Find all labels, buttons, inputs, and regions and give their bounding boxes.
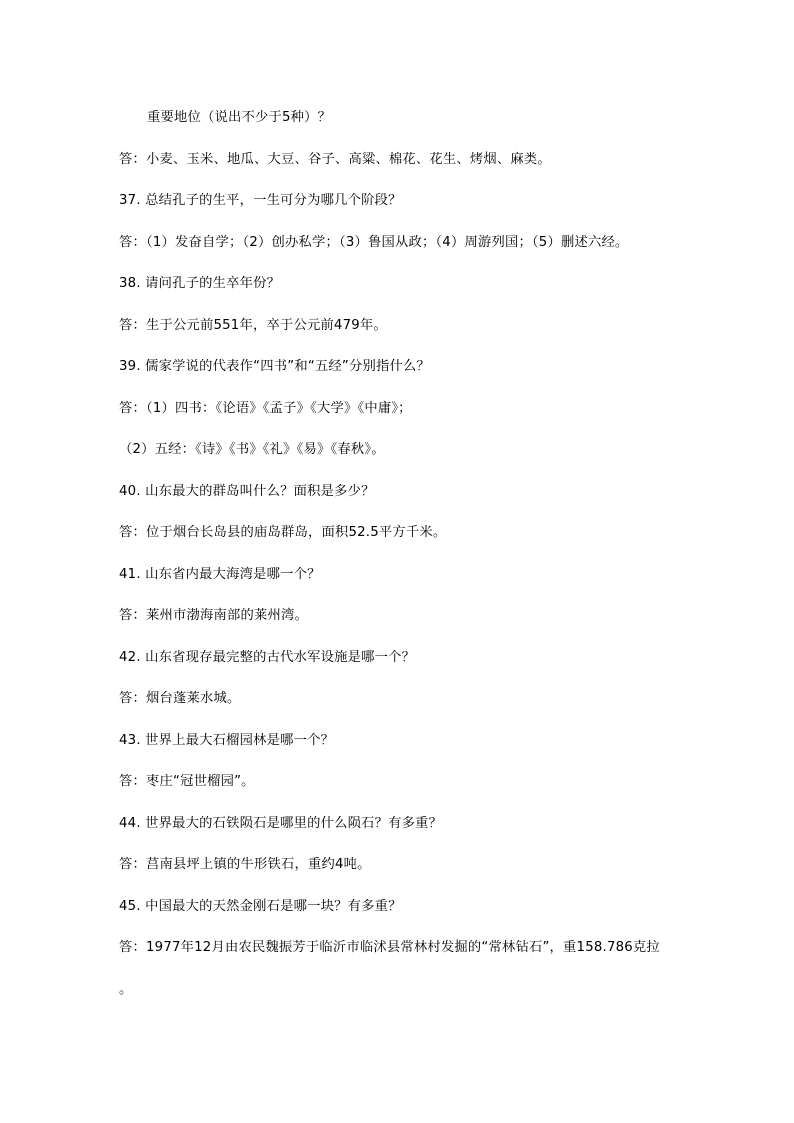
answer-45: 答：1977年12月由农民魏振芳于临沂市临沭县常林村发掘的“常林钻石”，重158.786克拉 [119, 940, 660, 955]
answer-44: 答：莒南县坪上镇的牛形铁石，重约4吨。 [119, 857, 371, 872]
question-continuation: 重要地位（说出不少于5种）？ [147, 110, 332, 125]
answer-37: 答：（1）发奋自学；（2）创办私学；（3）鲁国从政；（4）周游列国；（5）删述六经。 [119, 235, 629, 250]
answer-43: 答：枣庄“冠世榴园”。 [119, 774, 255, 789]
answer-36: 答：小麦、玉米、地瓜、大豆、谷子、高粱、棉花、花生、烤烟、麻类。 [119, 152, 551, 167]
question-45: 45. 中国最大的天然金刚石是哪一块？有多重？ [119, 899, 402, 914]
answer-39-part1: 答：（1）四书：《论语》《孟子》《大学》《中庸》； [119, 401, 412, 416]
answer-39-part2: （2）五经：《诗》《书》《礼》《易》《春秋》。 [119, 442, 385, 457]
answer-38: 答：生于公元前551年，卒于公元前479年。 [119, 318, 387, 333]
question-42: 42. 山东省现存最完整的古代水军设施是哪一个？ [119, 650, 416, 665]
question-40: 40. 山东最大的群岛叫什么？面积是多少？ [119, 484, 375, 499]
question-43: 43. 世界上最大石榴园林是哪一个？ [119, 733, 335, 748]
question-39: 39. 儒家学说的代表作“四书”和“五经”分别指什么？ [119, 359, 430, 374]
answer-40: 答：位于烟台长岛县的庙岛群岛，面积52.5平方千米。 [119, 525, 447, 540]
question-38: 38. 请问孔子的生卒年份？ [119, 276, 281, 291]
question-37: 37. 总结孔子的生平，一生可分为哪几个阶段？ [119, 193, 402, 208]
answer-42: 答：烟台蓬莱水城。 [119, 691, 241, 706]
question-41: 41. 山东省内最大海湾是哪一个？ [119, 567, 321, 582]
question-44: 44. 世界最大的石铁陨石是哪里的什么陨石？有多重？ [119, 816, 443, 831]
answer-41: 答：莱州市渤海南部的莱州湾。 [119, 608, 308, 623]
answer-45-tail: 。 [119, 982, 133, 997]
